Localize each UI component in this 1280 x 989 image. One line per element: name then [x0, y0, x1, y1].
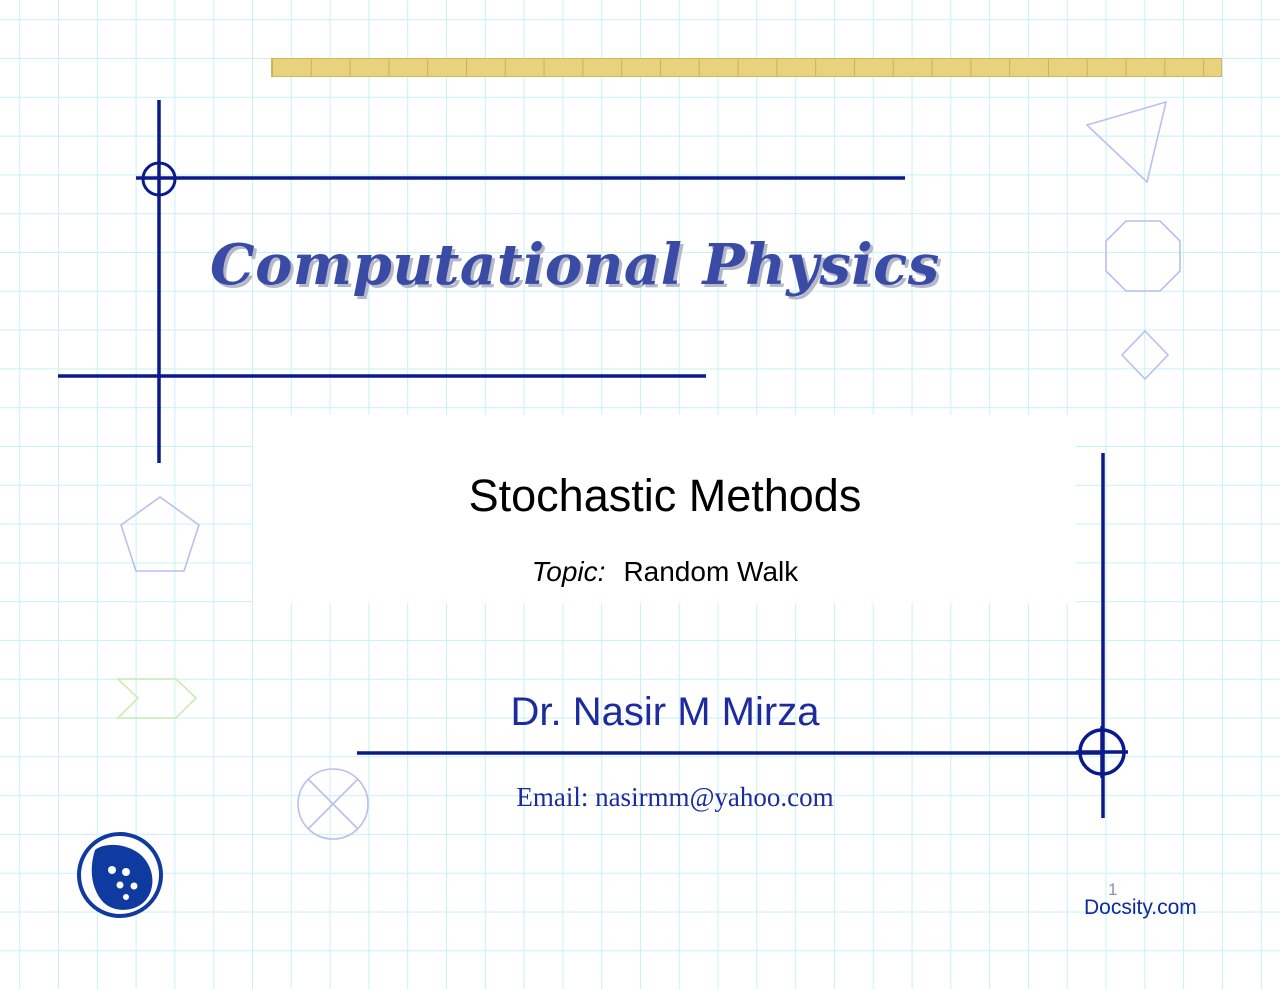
- topic-value: Random Walk: [623, 556, 799, 587]
- slide-subtitle: Stochastic Methods: [468, 470, 862, 521]
- triangle-outline-icon: [1087, 102, 1166, 182]
- topic-label: Topic:: [531, 556, 606, 587]
- docsity-watermark: Docsity.com: [1084, 896, 1197, 919]
- page-number: 1: [1108, 880, 1118, 899]
- author-email: Email: nasirmm@yahoo.com: [516, 782, 834, 812]
- diamond-outline-icon: [1122, 331, 1168, 379]
- slide-title: Computational Physics: [210, 232, 940, 298]
- chevron-arrow-icon: [118, 679, 196, 718]
- crosshair-icon: [1076, 726, 1128, 778]
- topic-line: [270, 556, 1060, 588]
- octagon-outline-icon: [1106, 221, 1180, 291]
- docsity-logo-icon: [79, 834, 161, 916]
- pentagon-outline-icon: [121, 497, 199, 571]
- author-name: Dr. Nasir M Mirza: [510, 690, 820, 734]
